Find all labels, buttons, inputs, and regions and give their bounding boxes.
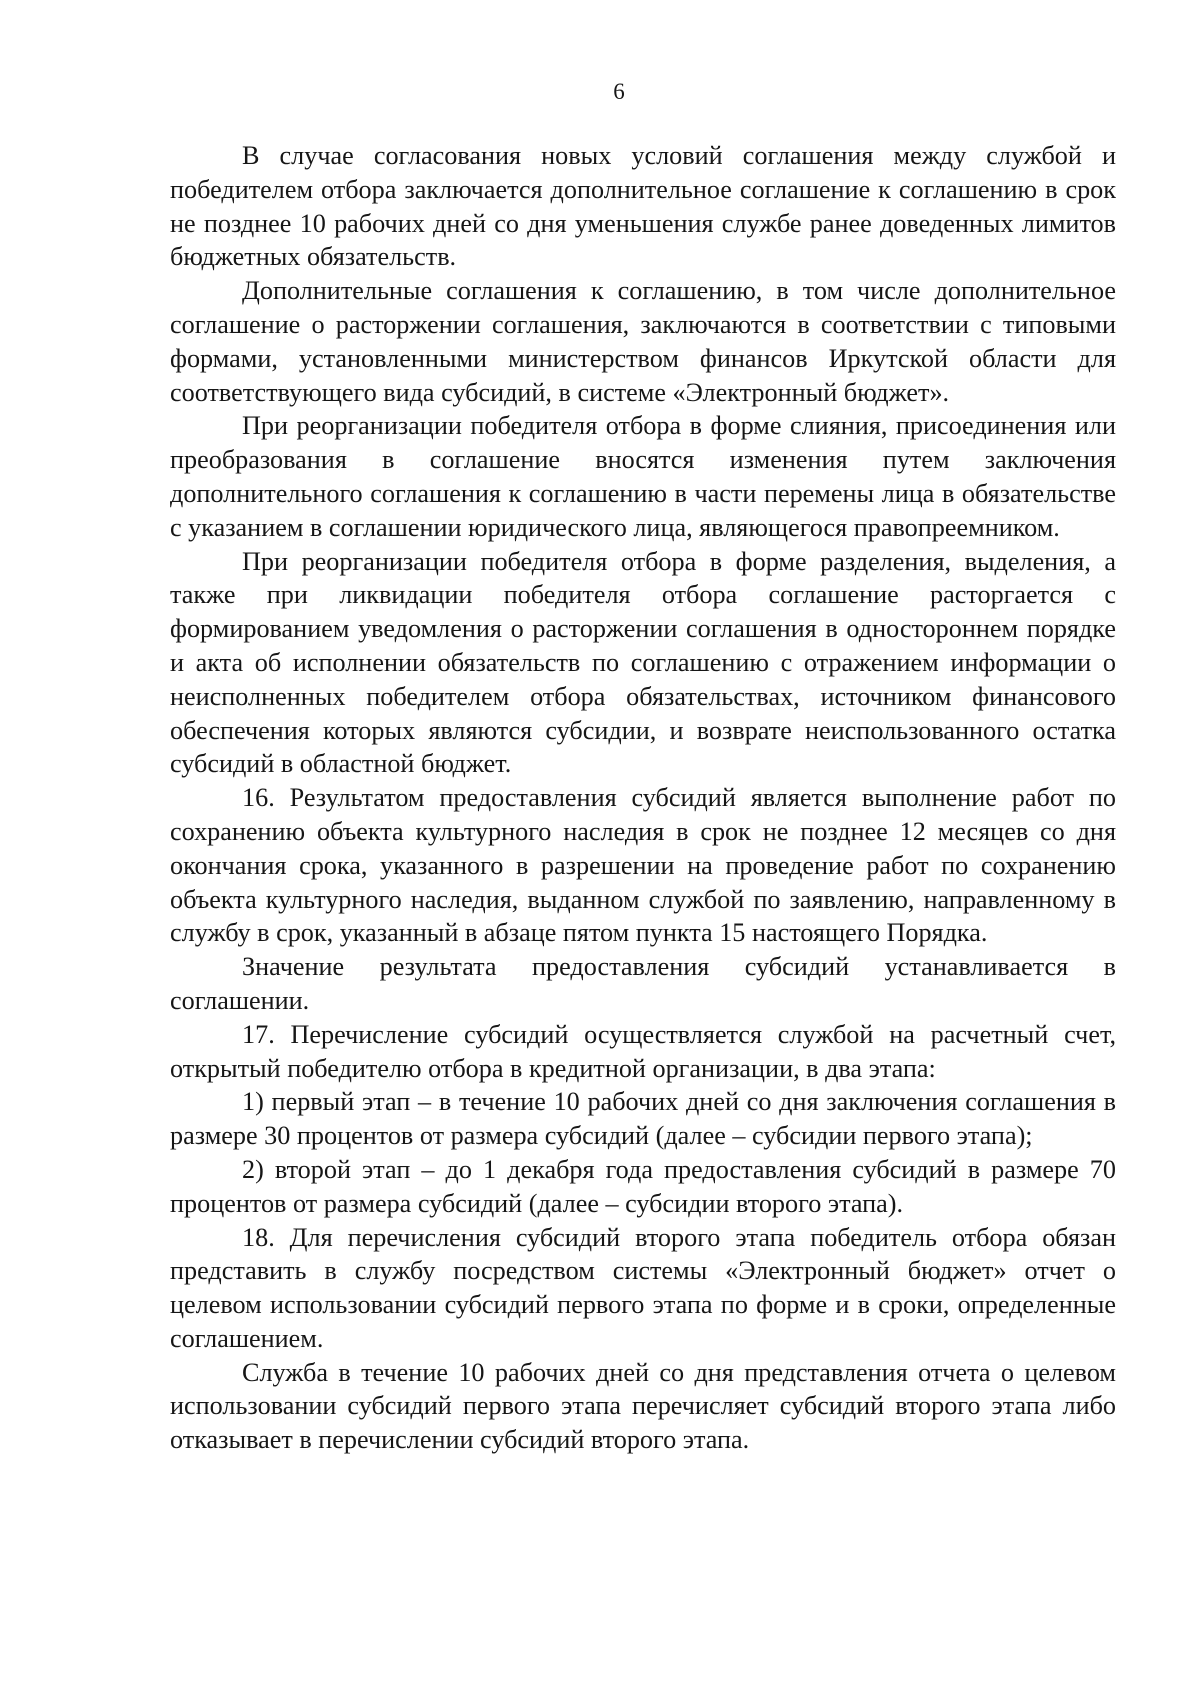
document-body — [170, 139, 1116, 1457]
paragraph-stage-2: 2) второй этап – до 1 декабря года предоставления субсидий в размере 70 процентов от размера субсидий (далее – субсидии второго этапа). — [170, 1154, 1116, 1218]
paragraph-additional-agreements: Дополнительные соглашения к соглашению, в том числе дополнительное соглашение о расторжении соглашения, заключаются в соответствии с типовыми формами, установленными министерством финансов Иркутской области для соответствующего вида субсидий, в системе «Электронный бюджет». — [170, 276, 1116, 407]
paragraph-item-17: 17. Перечисление субсидий осуществляется службой на расчетный счет, открытый победителю отбора в кредитной организации, в два этапа: — [170, 1019, 1116, 1083]
paragraph-item-18: 18. Для перечисления субсидий второго этапа победитель отбора обязан представить в службу посредством системы «Электронный бюджет» отчет о целевом использовании субсидий первого этапа по форме и в сроки, определенные соглашением. — [170, 1222, 1116, 1353]
paragraph-reorganization-division: При реорганизации победителя отбора в форме разделения, выделения, а также при ликвидации победителя отбора соглашение расторгается с формированием уведомления о расторжении соглашения в одностороннем порядке и акта об исполнении обязательств по соглашению с отражением информации о неисполненных победителем отбора обязательствах, источником финансового обеспечения которых являются субсидии, и возврате неиспользованного остатка субсидий в областной бюджет. — [170, 546, 1116, 779]
paragraph-item-16: 16. Результатом предоставления субсидий является выполнение работ по сохранению объекта культурного наследия в срок не позднее 12 месяцев со дня окончания срока, указанного в разрешении на проведение работ по сохранению объекта культурного наследия, выданном службой по заявлению, направленному в службу в срок, указанный в абзаце пятом пункта 15 настоящего Порядка. — [170, 783, 1116, 948]
paragraph-result-value: Значение результата предоставления субсидий устанавливается в соглашении. — [170, 952, 1116, 1015]
paragraph-stage-1: 1) первый этап – в течение 10 рабочих дней со дня заключения соглашения в размере 30 процентов от размера субсидий (далее – субсидии первого этапа); — [170, 1087, 1116, 1151]
paragraph-agreement-new-terms: В случае согласования новых условий соглашения между службой и победителем отбора заключается дополнительное соглашение к соглашению в срок не позднее 10 рабочих дней со дня уменьшения службе ранее доведенных лимитов бюджетных обязательств. — [170, 141, 1116, 272]
paragraph-reorganization-merger: При реорганизации победителя отбора в форме слияния, присоединения или преобразования в соглашение вносятся изменения путем заключения дополнительного соглашения к соглашению в части перемены лица в обязательстве с указанием в соглашении юридического лица, являющегося правопреемником. — [170, 411, 1116, 542]
paragraph-service-transfer: Служба в течение 10 рабочих дней со дня представления отчета о целевом использовании субсидий первого этапа перечисляет субсидий второго этапа либо отказывает в перечислении субсидий второго этапа. — [170, 1357, 1116, 1455]
page-number: 6 — [613, 79, 625, 104]
